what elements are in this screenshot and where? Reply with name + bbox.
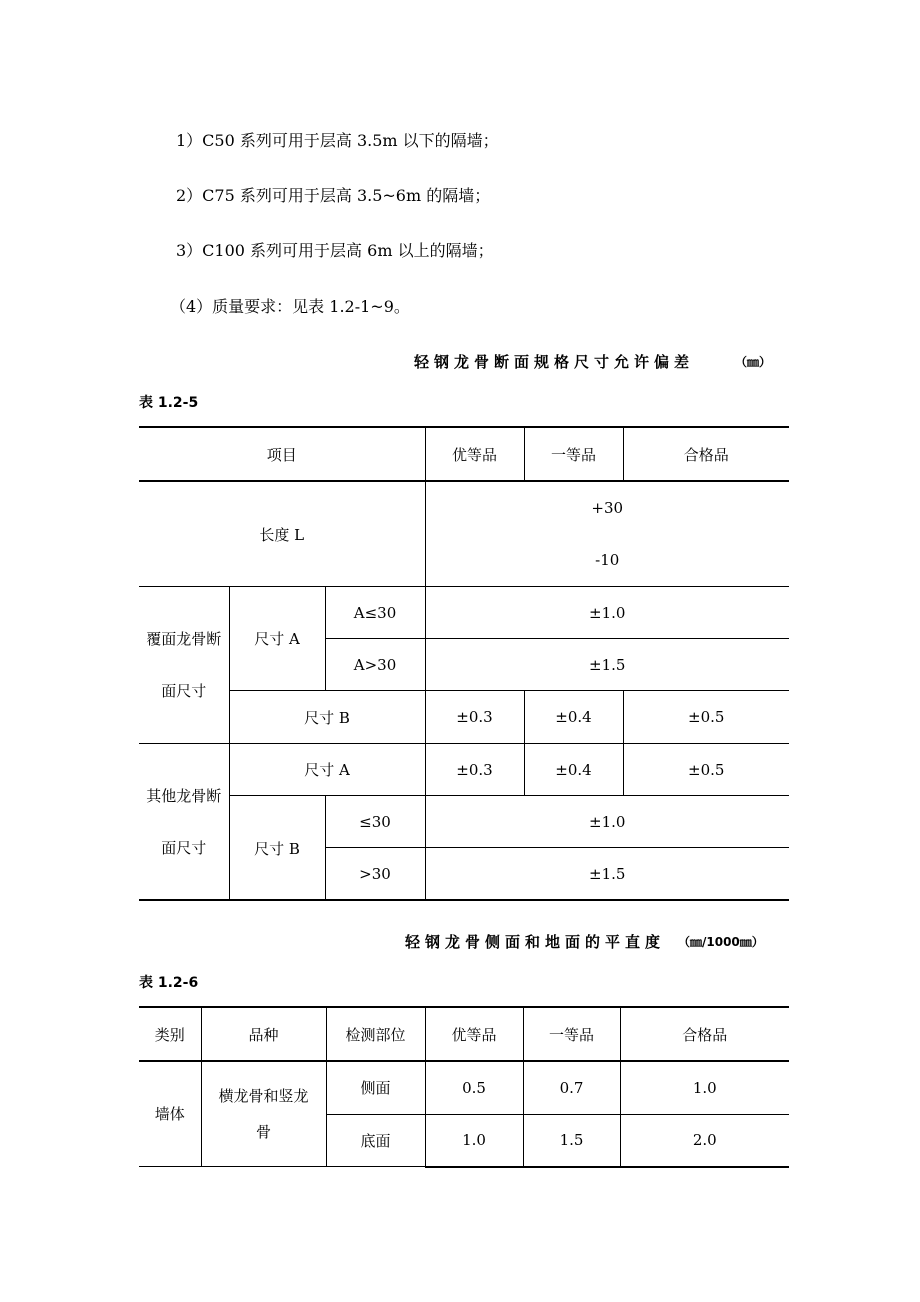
table6-header-part: 检测部位 [326,1008,425,1061]
table6-category: 墙体 [139,1061,201,1166]
table6-header-first: 一等品 [523,1008,620,1061]
table5-length-value [425,481,789,587]
table6-header-category: 类别 [139,1008,201,1061]
table5-cover-size-a: 尺寸 A [229,587,325,691]
table5-cover-a-le-value: ±1.0 [425,587,789,639]
table5-other-size-b: 尺寸 B [229,796,325,901]
table5-length-minus: -10 [595,551,620,569]
table6-row1-superior: 0.5 [425,1061,523,1114]
table5-other-b-gt: >30 [325,848,425,901]
table6 [139,1008,789,1167]
table5-cover-a-le: A≤30 [325,587,425,639]
table5-bottom-rule [139,899,789,901]
table5 [139,428,789,901]
table5-other-b-le-value: ±1.0 [425,796,789,848]
table6-title: 轻钢龙骨侧面和地面的平直度 [405,933,666,951]
table5-length-plus: +30 [591,499,624,517]
table6-bottom-rule [425,1166,789,1168]
table5-header-item: 项目 [139,428,425,481]
table6-label: 表 1.2-6 [139,975,199,991]
table6-unit: （㎜/1000㎜） [678,935,764,949]
table5-cover-b-qualified: ±0.5 [623,691,789,744]
table5-length-label: 长度 L [139,481,425,587]
table6-row2-part: 底面 [326,1114,425,1166]
intro-item-4: （4）质量要求：见表 1.2-1~9。 [170,297,410,316]
table5-other-size-a: 尺寸 A [229,744,425,796]
table5-header-superior: 优等品 [425,428,524,481]
table5-unit: （㎜） [735,355,772,369]
table6-header-superior: 优等品 [425,1008,523,1061]
table5-header-first: 一等品 [524,428,623,481]
table5-other-b-gt-value: ±1.5 [425,848,789,901]
table5-other-a-superior: ±0.3 [425,744,524,796]
table5-other-a-first: ±0.4 [524,744,623,796]
table5-cover-group: 覆面龙骨断面尺寸 [139,587,229,744]
table6-row1-qualified: 1.0 [620,1061,789,1114]
table6-row2-first: 1.5 [523,1114,620,1166]
intro-item-1: 1）C50 系列可用于层高 3.5m 以下的隔墙； [176,131,499,150]
table5-cover-a-gt-value: ±1.5 [425,639,789,691]
table5-cover-b-first: ±0.4 [524,691,623,744]
table6-header-qualified: 合格品 [620,1008,789,1061]
table5-header-qualified: 合格品 [623,428,789,481]
table5-label: 表 1.2-5 [139,395,199,411]
table6-row1-part: 侧面 [326,1061,425,1114]
table6-row1-first: 0.7 [523,1061,620,1114]
intro-item-2: 2）C75 系列可用于层高 3.5~6m 的隔墙； [176,186,491,205]
table5-cover-b-superior: ±0.3 [425,691,524,744]
table6-row2-qualified: 2.0 [620,1114,789,1166]
table5-other-a-qualified: ±0.5 [623,744,789,796]
table6-variety: 横龙骨和竖龙骨 [201,1061,326,1166]
table5-cover-a-gt: A>30 [325,639,425,691]
table5-cover-size-b: 尺寸 B [229,691,425,744]
table6-header-variety: 品种 [201,1008,326,1061]
intro-item-3: 3）C100 系列可用于层高 6m 以上的隔墙； [176,241,494,260]
table5-other-group: 其他龙骨断面尺寸 [139,744,229,901]
table5-title: 轻钢龙骨断面规格尺寸允许偏差 [414,353,695,371]
table5-other-b-le: ≤30 [325,796,425,848]
table6-row2-superior: 1.0 [425,1114,523,1166]
